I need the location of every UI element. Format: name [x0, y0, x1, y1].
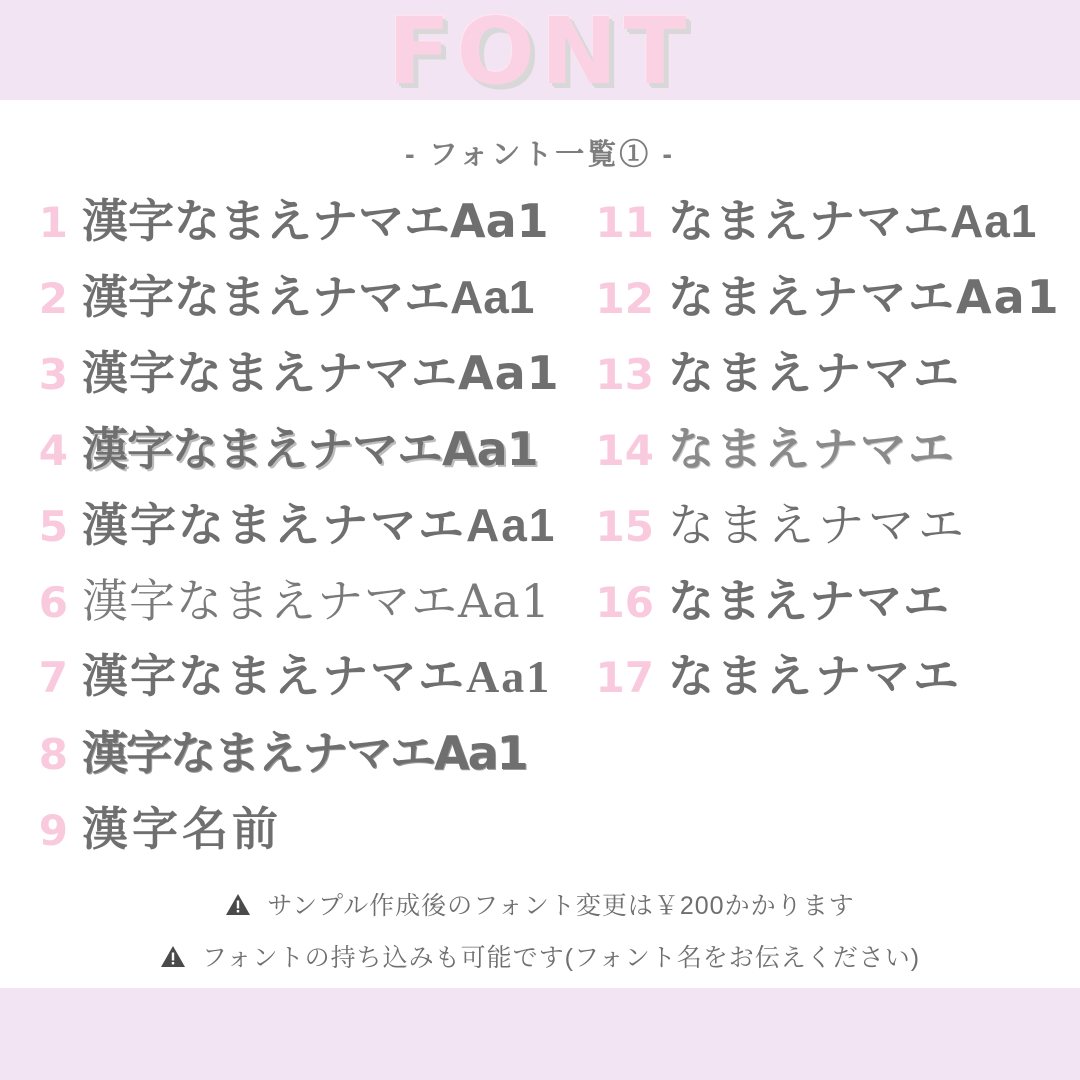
- note-row: [0, 938, 1080, 976]
- font-number: 1: [38, 198, 68, 247]
- font-number: 14: [595, 426, 654, 475]
- font-sample: 漢字なまえナマエAa1: [82, 574, 551, 628]
- font-row: [568, 272, 1080, 348]
- font-sample: 漢字なまえナマエAa1: [82, 499, 557, 551]
- font-number: 8: [38, 730, 68, 779]
- font-sample: 漢字なまえナマエAa1: [82, 346, 560, 400]
- font-sample: なまえナマエ: [668, 574, 950, 628]
- font-number: 15: [595, 502, 654, 551]
- font-row: [16, 424, 560, 500]
- font-sample: なまえナマエ: [668, 422, 956, 476]
- font-row: [16, 804, 560, 880]
- font-row: [16, 348, 560, 424]
- font-sample: なまえナマエ: [668, 347, 962, 399]
- font-column-left: [0, 196, 560, 880]
- font-sample: なまえナマエAa1: [668, 270, 1061, 324]
- font-number: 9: [38, 806, 68, 855]
- font-number: 17: [595, 653, 654, 702]
- note-text: フォントの持ち込みも可能です(フォント名をお伝えください): [201, 944, 921, 972]
- page-title: FONT: [387, 0, 693, 105]
- page-subtitle: - フォント一覧① -: [405, 139, 675, 171]
- font-number: 7: [38, 653, 68, 702]
- font-number: 3: [38, 350, 68, 399]
- font-number: 6: [38, 578, 68, 627]
- font-number: 13: [595, 350, 654, 399]
- font-number: 16: [595, 578, 654, 627]
- font-sample: 漢字なまえナマエAa1: [82, 651, 552, 702]
- font-sample: なまえナマエ: [668, 499, 968, 551]
- bottom-band: [0, 988, 1080, 1080]
- font-sample: 漢字なまえナマエAa1: [82, 271, 535, 323]
- font-number: 2: [38, 274, 68, 323]
- font-sample: なまえナマエ: [668, 651, 962, 702]
- font-columns: [0, 196, 1080, 880]
- font-sample: 漢字名前: [82, 802, 282, 856]
- font-number: 11: [595, 198, 654, 247]
- notes-area: [0, 886, 1080, 990]
- font-number: 5: [38, 502, 68, 551]
- font-sample: 漢字なまえナマエAa1: [82, 726, 527, 780]
- font-row: [16, 576, 560, 652]
- font-row: [568, 652, 1080, 728]
- font-number: 4: [38, 426, 68, 475]
- font-row: [568, 500, 1080, 576]
- font-row: [16, 652, 560, 728]
- title-area: [0, 0, 1080, 105]
- font-row: [16, 728, 560, 804]
- font-row: [568, 424, 1080, 500]
- warning-icon: [225, 893, 251, 924]
- font-sample: 漢字なまえナマエAa1: [82, 422, 538, 476]
- font-row: [16, 196, 560, 272]
- font-row: [568, 576, 1080, 652]
- font-number: 12: [595, 274, 654, 323]
- font-sample: 漢字なまえナマエAa1: [82, 194, 549, 248]
- font-row: [16, 500, 560, 576]
- warning-icon: [160, 945, 186, 976]
- note-text: サンプル作成後のフォント変更は￥200かかります: [267, 892, 855, 920]
- note-row: [0, 886, 1080, 924]
- font-column-right: [560, 196, 1080, 880]
- font-row: [568, 196, 1080, 272]
- font-row: [16, 272, 560, 348]
- font-row: [568, 348, 1080, 424]
- font-sample: なまえナマエAa1: [668, 195, 1038, 247]
